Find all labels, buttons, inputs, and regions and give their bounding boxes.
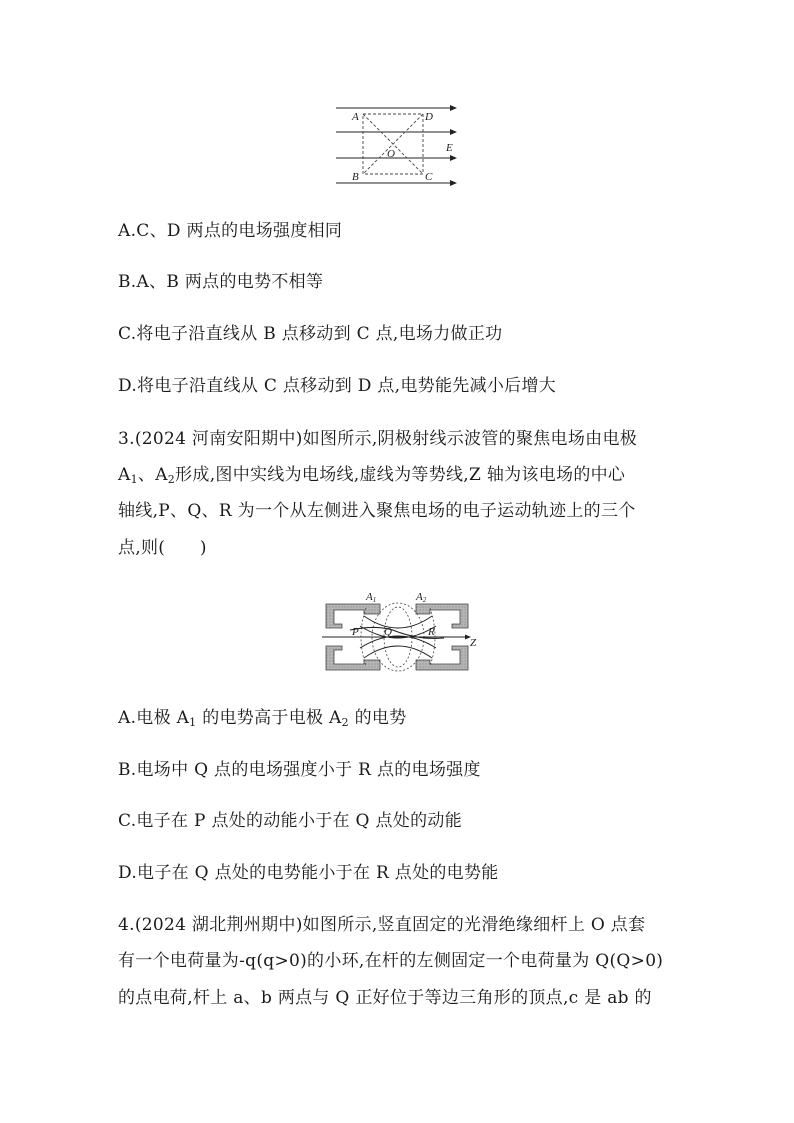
q3-stem-line-3: 轴线,P、Q、R 为一个从左侧进入聚焦电场的电子运动轨迹上的三个	[118, 501, 636, 521]
figure-uniform-field	[330, 100, 470, 192]
label-p: P	[352, 626, 359, 638]
q3-option-a: A.电极 $A_1$ 的电势高于电极 $A_2$ 的电势	[118, 708, 407, 729]
label-o: O	[387, 148, 395, 160]
label-b: B	[352, 171, 359, 183]
figure-focusing-field	[320, 588, 480, 676]
q4-stem-line-2: 有一个电荷量为-q(q>0)的小环,在杆的左侧固定一个电荷量为 Q(Q>0)	[118, 951, 664, 971]
q2-option-d: D.将电子沿直线从 C 点移动到 D 点,电势能先减小后增大	[118, 376, 557, 396]
q4-stem-line-3: 的点电荷,杆上 a、b 两点与 Q 正好位于等边三角形的顶点,c 是 ab 的	[118, 988, 652, 1008]
q3-stem-line-1: 3.(2024 河南安阳期中)如图所示,阴极射线示波管的聚焦电场由电极	[118, 429, 638, 449]
q2-option-c: C.将电子沿直线从 B 点移动到 C 点,电场力做正功	[118, 324, 503, 344]
label-r: R	[428, 626, 435, 638]
label-a: A	[352, 111, 359, 123]
label-c: C	[425, 171, 433, 183]
label-e: E	[446, 142, 453, 154]
label-a1: A1	[366, 591, 377, 604]
q4-stem-line-1: 4.(2024 湖北荆州期中)如图所示,竖直固定的光滑绝缘细杆上 O 点套	[118, 915, 646, 935]
q2-option-b: B.A、B 两点的电势不相等	[118, 272, 324, 292]
q2-option-a: A.C、D 两点的电场强度相同	[118, 221, 343, 241]
label-z: Z	[470, 637, 477, 649]
label-a2: A2	[416, 591, 427, 604]
q3-option-b: B.电场中 Q 点的电场强度小于 R 点的电场强度	[118, 760, 481, 780]
label-d: D	[425, 111, 433, 123]
q3-option-d: D.电子在 Q 点处的电势能小于在 R 点处的电势能	[118, 863, 499, 883]
q3-stem-line-2: $A_1$、$A_2$形成,图中实线为电场线,虚线为等势线,Z 轴为该电场的中心	[118, 465, 626, 486]
q3-stem-line-4: 点,则( )	[118, 538, 207, 558]
q3-option-c: C.电子在 P 点处的动能小于在 Q 点处的动能	[118, 811, 462, 831]
label-q: Q	[384, 626, 392, 638]
